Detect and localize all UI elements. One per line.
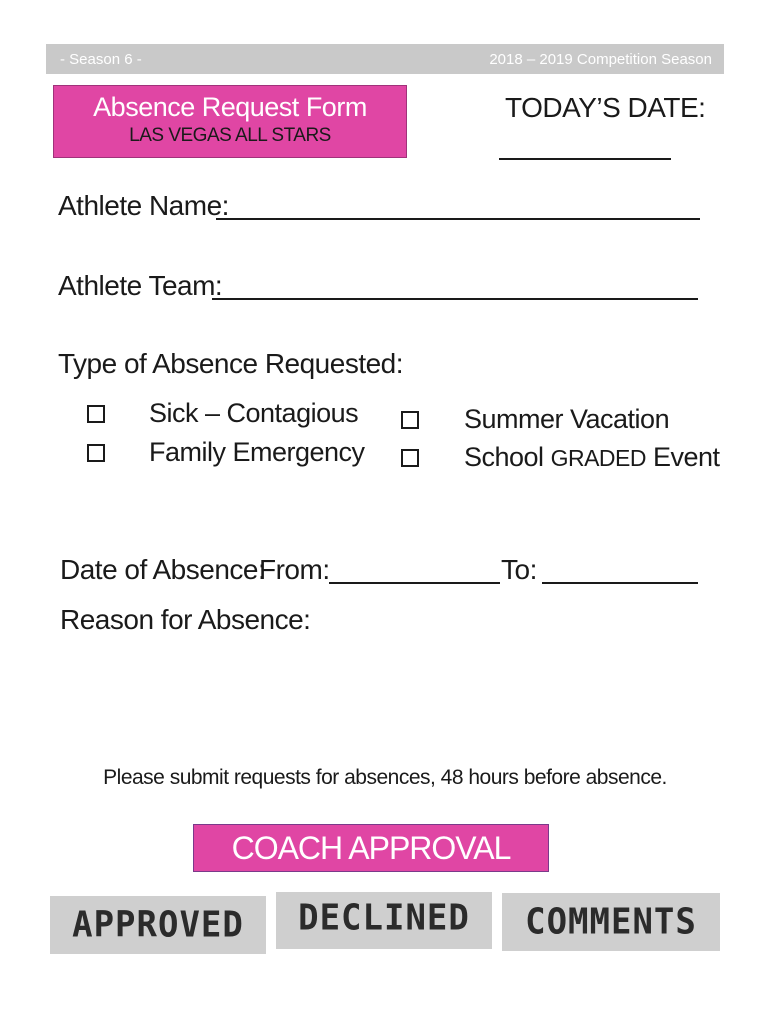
sick-checkbox[interactable] [87, 405, 105, 423]
athlete-team-field[interactable] [212, 278, 698, 300]
athlete-name-field[interactable] [216, 198, 700, 220]
athlete-team-label: Athlete Team: [58, 270, 223, 301]
reason-field[interactable] [60, 645, 710, 745]
family-emergency-option-label: Family Emergency [149, 437, 365, 467]
to-date-field[interactable] [542, 562, 698, 584]
competition-season-label: 2018 – 2019 Competition Season [489, 51, 712, 68]
declined-button[interactable] [276, 892, 492, 949]
school-event-option-label [464, 442, 720, 473]
comments-label: COMMENTS [525, 901, 697, 943]
season-header-bar [46, 44, 724, 74]
absence-type-label: Type of Absence Requested: [58, 348, 404, 379]
form-title: Absence Request Form [93, 92, 367, 122]
comments-button[interactable] [502, 893, 720, 951]
reason-label: Reason for Absence: [60, 604, 311, 635]
summer-vacation-checkbox[interactable] [401, 411, 419, 429]
form-title-box [53, 85, 407, 158]
from-date-field[interactable] [329, 562, 500, 584]
summer-vacation-option-label: Summer Vacation [464, 404, 670, 434]
coach-approval-heading: COACH APPROVAL [193, 824, 549, 872]
school-event-text-a: School [464, 442, 551, 472]
to-label: To: [501, 554, 537, 585]
todays-date-field[interactable] [499, 140, 671, 160]
season-label: - Season 6 - [60, 51, 142, 68]
school-event-text-graded: GRADED [550, 445, 646, 471]
school-event-text-c: Event [645, 442, 720, 472]
approved-label: APPROVED [72, 904, 244, 946]
declined-label: DECLINED [298, 897, 470, 939]
from-label: From: [259, 554, 330, 585]
submission-note: Please submit requests for absences, 48 hours before absence. [103, 766, 667, 789]
todays-date-label: TODAY’S DATE: [505, 92, 706, 123]
family-emergency-checkbox[interactable] [87, 444, 105, 462]
school-event-checkbox[interactable] [401, 449, 419, 467]
approved-button[interactable] [50, 896, 266, 954]
athlete-name-label: Athlete Name: [58, 190, 229, 221]
sick-option-label: Sick – Contagious [149, 398, 359, 428]
date-of-absence-label: Date of Absence: [60, 554, 266, 585]
organization-name: LAS VEGAS ALL STARS [129, 125, 331, 146]
